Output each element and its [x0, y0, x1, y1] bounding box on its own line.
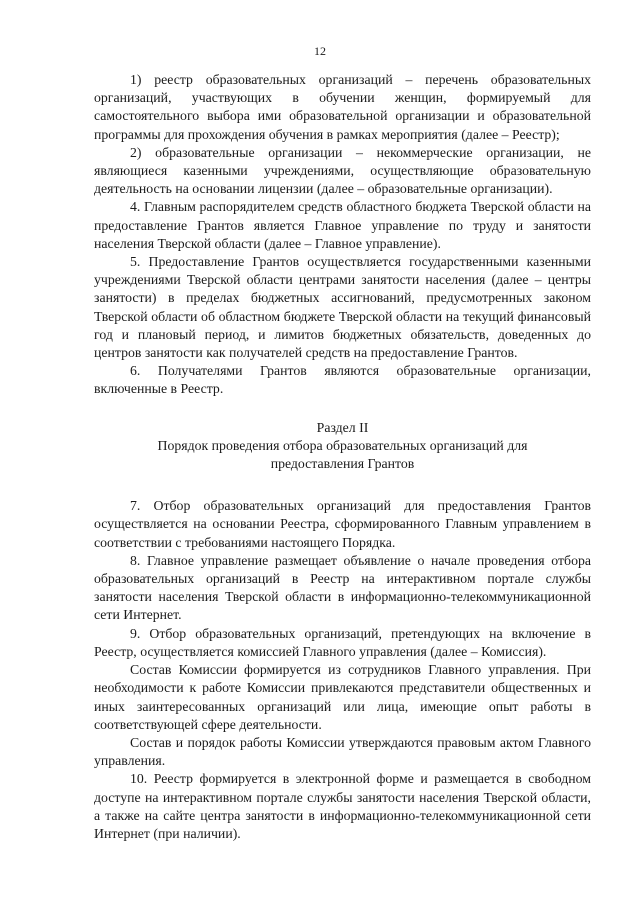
paragraph-item: 5. Предоставление Грантов осуществляется государственными казенными учреждениями Тверской области центрами занятости населения (далее – центры занятости) в пределах бюджетных ассигнований, предусмотренных законом Тверской области об областном бюджете Тверской области на текущий финансовый год и плановый период, и лимитов бюджетных обязательств, доведенных до центров занятости как получателей средств на предоставление Грантов.	[94, 254, 591, 361]
section-label: Раздел II	[316, 419, 369, 435]
section-heading	[94, 419, 591, 474]
paragraph-item: 6. Получателями Грантов являются образовательные организации, включенные в Реестр.	[94, 363, 591, 397]
paragraph-item: 4. Главным распорядителем средств областного бюджета Тверской области на предоставление Грантов является Главное управление по труду и занятости населения Тверской области (далее – Главное управление).	[94, 199, 591, 251]
paragraph-item: 7. Отбор образовательных организаций для предоставления Грантов осуществляется на основании Реестра, сформированного Главным управлением в соответствии с требованиями настоящего Порядка.	[94, 498, 591, 550]
page-number: 12	[314, 44, 326, 58]
paragraph-item: Состав Комиссии формируется из сотрудников Главного управления. При необходимости к работе Комиссии привлекаются представители общественных и иных заинтересованных организаций или лица, имеющие опыт работы в соответствующей сфере деятельности.	[94, 662, 591, 732]
paragraph-item: 2) образовательные организации – некоммерческие организации, не являющиеся казенными учреждениями, осуществляющие образовательную деятельность на основании лицензии (далее – образовательные организации).	[94, 144, 591, 197]
paragraph-item: 8. Главное управление размещает объявление о начале проведения отбора образовательных организаций в Реестр на интерактивном портале службы занятости населения Тверской области в информационно-телекоммуникационной сети Интернет.	[94, 552, 591, 623]
paragraph-item: 1) реестр образовательных организаций – перечень образовательных организаций, участвующих в обучении женщин, формируемый для самостоятельного выбора ими образовательной организации и образовательной программы для прохождения обучения в рамках мероприятия (далее – Реестр);	[94, 72, 591, 142]
paragraph-item: 9. Отбор образовательных организаций, претендующих на включение в Реестр, осуществляется комиссией Главного управления (далее – Комиссия).	[94, 625, 591, 659]
paragraph-item: Состав и порядок работы Комиссии утверждаются правовым актом Главного управления.	[94, 734, 591, 769]
paragraph-item: 10. Реестр формируется в электронной форме и размещается в свободном доступе на интерактивном портале службы занятости населения Тверской области, а также на сайте центра занятости в информационно-телекоммуникационной сети Интернет (при наличии).	[94, 771, 591, 841]
document-body	[94, 71, 591, 843]
section-title: Порядок проведения отбора образовательных организаций для предоставления Грантов	[157, 437, 528, 472]
